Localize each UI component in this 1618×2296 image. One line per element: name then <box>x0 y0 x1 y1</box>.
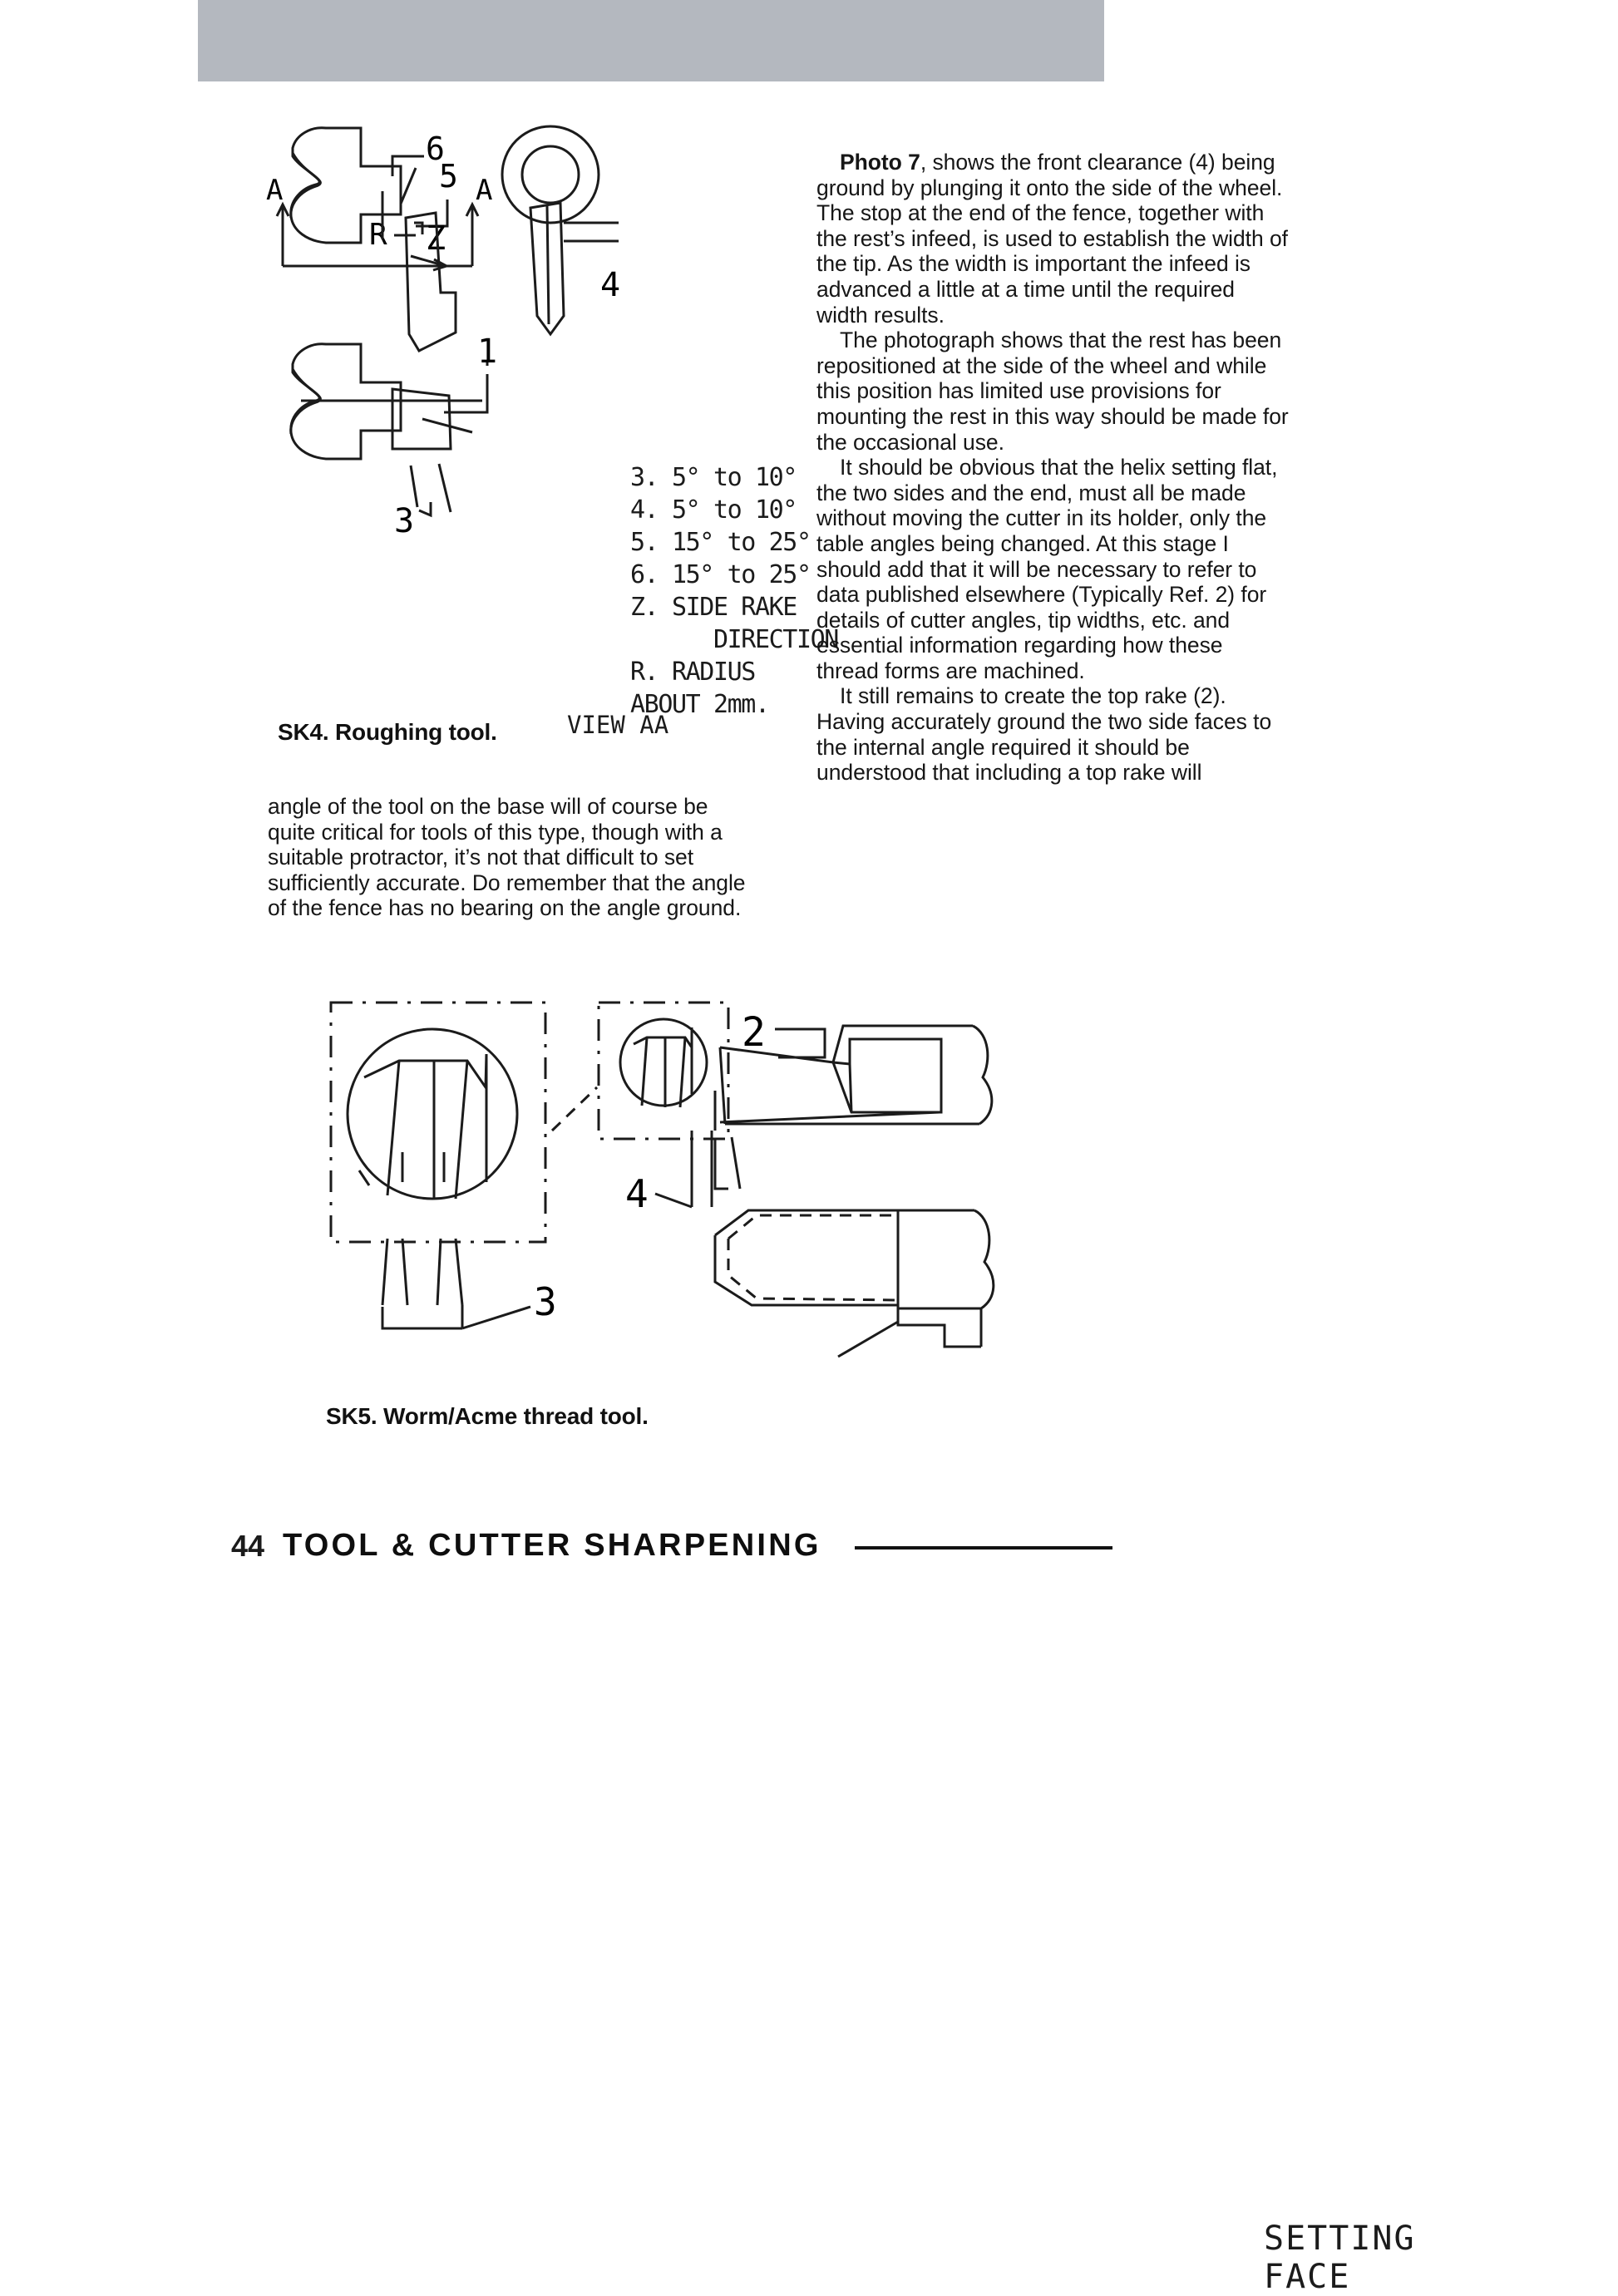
svg-text:R: R <box>369 218 387 252</box>
legend-line-4: 4. 5° to 10° <box>630 495 797 525</box>
legend-line-6: 6. 15° to 25° <box>630 560 811 589</box>
svg-text:5: 5 <box>439 158 457 195</box>
top-gray-banner <box>198 0 1104 81</box>
svg-text:A: A <box>476 174 492 207</box>
right-paragraph-3: It should be obvious that the helix setting flat, the two sides and the end, must all be made without moving the cutter in its holder, only the table angles being changed. At this stage I should add that it will be necessary to refer to data published elsewhere (Typically Ref. 2) for details of cutter angles, tip widths, etc. and essential information regarding how these thread forms are machined. <box>816 455 1278 683</box>
svg-text:3: 3 <box>394 502 414 540</box>
left-paragraph-1: angle of the tool on the base will of course be quite critical for tools of this type, though with a suitable protractor, it’s not that difficult to set sufficiently accurate. Do remember that the angle of the fence has no bearing on the angle ground. <box>268 794 746 921</box>
sk4-legend <box>630 461 838 721</box>
svg-text:Z: Z <box>426 219 446 258</box>
sk4-view-label: VIEW AA <box>567 711 669 739</box>
svg-text:1: 1 <box>477 333 497 371</box>
sk5-drawing <box>316 989 1297 1380</box>
right-paragraph-1 <box>816 150 1289 328</box>
svg-text:6: 6 <box>426 131 444 167</box>
legend-line-r: R. RADIUS <box>630 658 755 687</box>
legend-line-5: 5. 15° to 25° <box>630 528 811 557</box>
right-paragraph-1-text: , shows the front clearance (4) being ground by plunging it onto the side of the wheel. The stop at the end of the fence, together with the rest’s infeed, is used to establish the width of the tip. As the width is important the infeed is advanced a little at a time until the required width results. <box>816 150 1288 328</box>
footer-rule <box>855 1546 1112 1550</box>
figure-sk4-caption: SK4. Roughing tool. <box>278 719 497 745</box>
legend-line-direction: DIRECTION <box>630 625 838 654</box>
sk5-setting-face-label: SETTING FACE <box>1264 2220 1416 2296</box>
svg-text:A: A <box>266 174 283 207</box>
legend-line-z: Z. SIDE RAKE <box>630 593 797 622</box>
right-column-text <box>816 150 1289 786</box>
left-column-text <box>268 794 746 921</box>
page-footer <box>231 1528 1112 1564</box>
legend-line-3: 3. 5° to 10° <box>630 463 797 492</box>
svg-text:4: 4 <box>625 1171 648 1216</box>
page-number: 44 <box>231 1528 265 1563</box>
svg-text:4: 4 <box>600 266 620 304</box>
svg-text:3: 3 <box>534 1279 556 1324</box>
photo-reference-bold: Photo 7 <box>840 150 920 175</box>
right-paragraph-2: The photograph shows that the rest has been repositioned at the side of the wheel and while this position has limited use provisions for mounting the rest in this way should be made for the occasional use. <box>816 328 1289 455</box>
right-paragraph-4: It still remains to create the top rake (2). Having accurately ground the two side faces to the internal angle required it should be understood that including a top rake will <box>816 683 1272 786</box>
legend-line-radius-value: ABOUT 2mm. <box>630 690 769 719</box>
footer-title: TOOL & CUTTER SHARPENING <box>283 1528 821 1563</box>
svg-text:2: 2 <box>742 1009 765 1056</box>
figure-sk5-caption: SK5. Worm/Acme thread tool. <box>326 1403 649 1429</box>
